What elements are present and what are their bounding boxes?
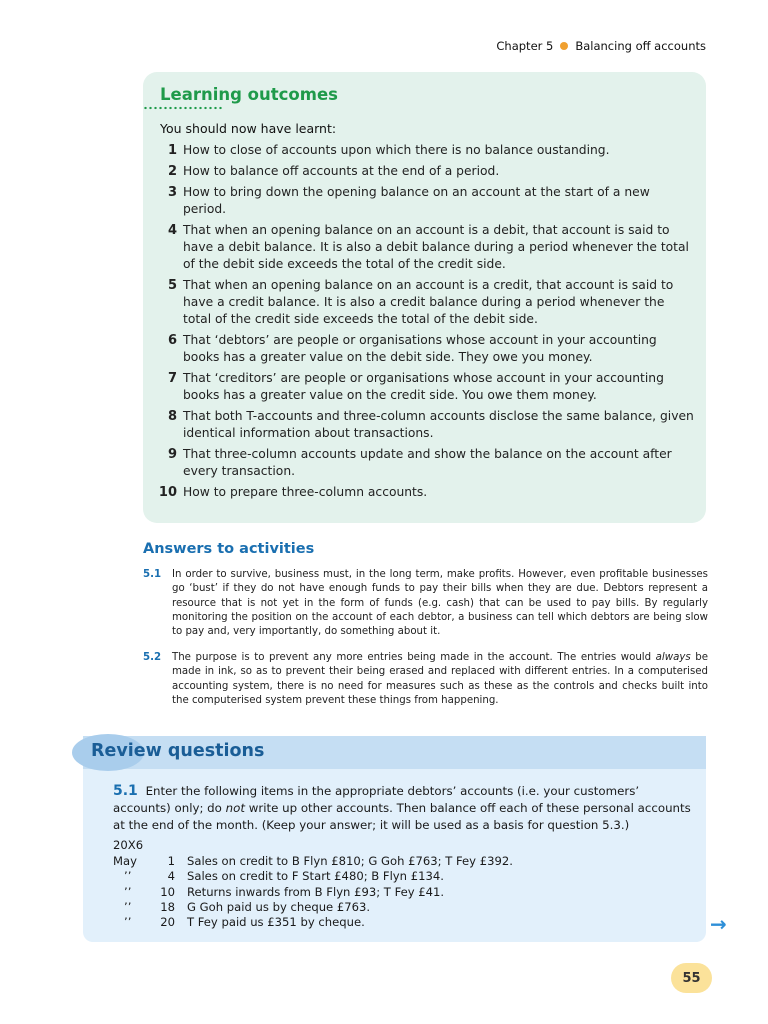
tx-month: ’’ [113, 869, 132, 884]
question-text-emphasis: not [225, 801, 245, 815]
bullet-dot-icon [560, 42, 568, 50]
outcome-text: How to prepare three-column accounts. [183, 485, 428, 499]
dotted-rule [143, 106, 224, 110]
outcome-item [155, 484, 695, 501]
question-text-part: Enter the following items in the appropriate debtors’ accounts (i.e. your customers’ accounts) only; do [113, 784, 640, 815]
tx-description: Sales on credit to B Flyn £810; G Goh £763; T Fey £392. [187, 854, 513, 868]
outcome-number: 3 [167, 184, 177, 200]
outcome-text: That ‘debtors’ are people or organisations whose account in your accounting books has a greater value on the debit side. They owe you money. [183, 333, 657, 365]
tx-description: G Goh paid us by cheque £763. [187, 899, 371, 914]
answer-number: 5.2 [143, 652, 162, 663]
outcome-item [155, 370, 695, 404]
outcome-item [155, 163, 695, 180]
outcome-number: 4 [167, 222, 177, 238]
outcome-number: 8 [167, 409, 177, 424]
review-questions-title: Review questions [91, 741, 265, 761]
learning-outcomes-list [155, 142, 695, 505]
tx-month: May [113, 854, 137, 868]
answer-item [143, 651, 708, 708]
tx-month: ’’ [113, 915, 132, 930]
learning-outcomes-intro: You should now have learnt: [160, 121, 337, 136]
learning-outcomes-title: Learning outcomes [160, 85, 338, 104]
tx-day: 10 [160, 884, 175, 899]
outcome-text: That when an opening balance on an account is a credit, that account is said to have a credit balance. It is also a credit balance during a period whenever the total of the credit side exceeds the total of the debit side. [183, 277, 674, 327]
transaction-row [113, 885, 513, 900]
chapter-title: Balancing off accounts [575, 39, 706, 53]
transaction-row [113, 869, 513, 884]
outcome-number: 1 [167, 143, 177, 158]
outcome-item [155, 446, 695, 480]
outcome-item [155, 408, 695, 442]
outcome-number: 6 [167, 333, 177, 348]
page-number: 55 [671, 963, 712, 993]
continue-arrow-icon[interactable]: → [710, 912, 727, 936]
transactions-list [113, 854, 513, 930]
outcome-text: How to bring down the opening balance on an account at the start of a new period. [183, 184, 650, 216]
outcome-item [155, 277, 695, 329]
outcome-text: How to balance off accounts at the end of a period. [183, 163, 500, 178]
tx-month: ’’ [113, 884, 132, 899]
outcome-text: That when an opening balance on an account is a debit, that account is said to have a debit balance. It is also a debit balance during a period whenever the total of the debit side exceeds the total of the credit side. [183, 222, 689, 271]
question-number: 5.1 [113, 783, 138, 799]
outcome-text: That both T-accounts and three-column accounts disclose the same balance, given identical information about transactions. [183, 409, 694, 441]
question-text-part: write up other accounts. Then balance off each of these personal accounts at the end of the month. (Keep your answer; it will be used as a basis for question 5.3.) [113, 801, 691, 832]
tx-month: ’’ [113, 899, 132, 914]
outcome-number: 10 [158, 485, 177, 500]
outcome-number: 7 [167, 371, 177, 386]
question-5-1 [113, 783, 698, 834]
tx-day: 1 [167, 854, 175, 868]
year-label: 20X6 [113, 838, 144, 852]
outcome-text: How to close of accounts upon which there is no balance oustanding. [183, 143, 610, 157]
outcome-number: 2 [167, 163, 177, 179]
outcome-item [155, 142, 695, 159]
answer-text-emphasis: always [655, 652, 691, 663]
outcome-text: That ‘creditors’ are people or organisations whose account in your accounting books has a greater value on the credit side. You owe them money. [183, 371, 664, 403]
answer-text [172, 651, 708, 708]
chapter-label: Chapter 5 [496, 39, 554, 53]
transaction-row [113, 915, 513, 930]
transaction-row [113, 854, 513, 869]
outcome-item [155, 222, 695, 274]
answer-text: In order to survive, business must, in the long term, make profits. However, even profitable businesses go ‘bust’ if they do not have enough funds to pay their bills when they are due. Debtors represent a resource that is not yet in the form of funds (e.g. cash) that can be used to pay bills. By regularly monitoring the position on the account of each debtor, a business can tell which debtors are being slow to pay and, very importantly, do something about it. [172, 569, 708, 638]
tx-description: Returns inwards from B Flyn £93; T Fey £41. [187, 884, 445, 899]
tx-day: 4 [167, 869, 175, 884]
answer-number: 5.1 [143, 569, 162, 580]
answer-item [143, 568, 708, 639]
tx-day: 18 [160, 899, 175, 914]
outcome-text: That three-column accounts update and show the balance on the account after every transaction. [183, 447, 672, 479]
tx-day: 20 [160, 915, 175, 930]
answer-text-part: The purpose is to prevent any more entries being made in the account. The entries would [172, 652, 656, 663]
tx-description: T Fey paid us £351 by cheque. [187, 915, 365, 930]
running-head [496, 39, 706, 53]
answers-title: Answers to activities [143, 541, 315, 557]
outcome-number: 9 [167, 447, 177, 462]
answer-text-part: be made in ink, so as to prevent their being erased and replaced with different entries. In a computerised accounting system, there is no need for measures such as these as the controls and checks built into the computerised system prevent these things from happening. [172, 652, 708, 706]
tx-description: Sales on credit to F Start £480; B Flyn £134. [187, 869, 444, 884]
outcome-item [155, 184, 695, 218]
outcome-item [155, 332, 695, 366]
outcome-number: 5 [167, 277, 177, 293]
transaction-row [113, 900, 513, 915]
